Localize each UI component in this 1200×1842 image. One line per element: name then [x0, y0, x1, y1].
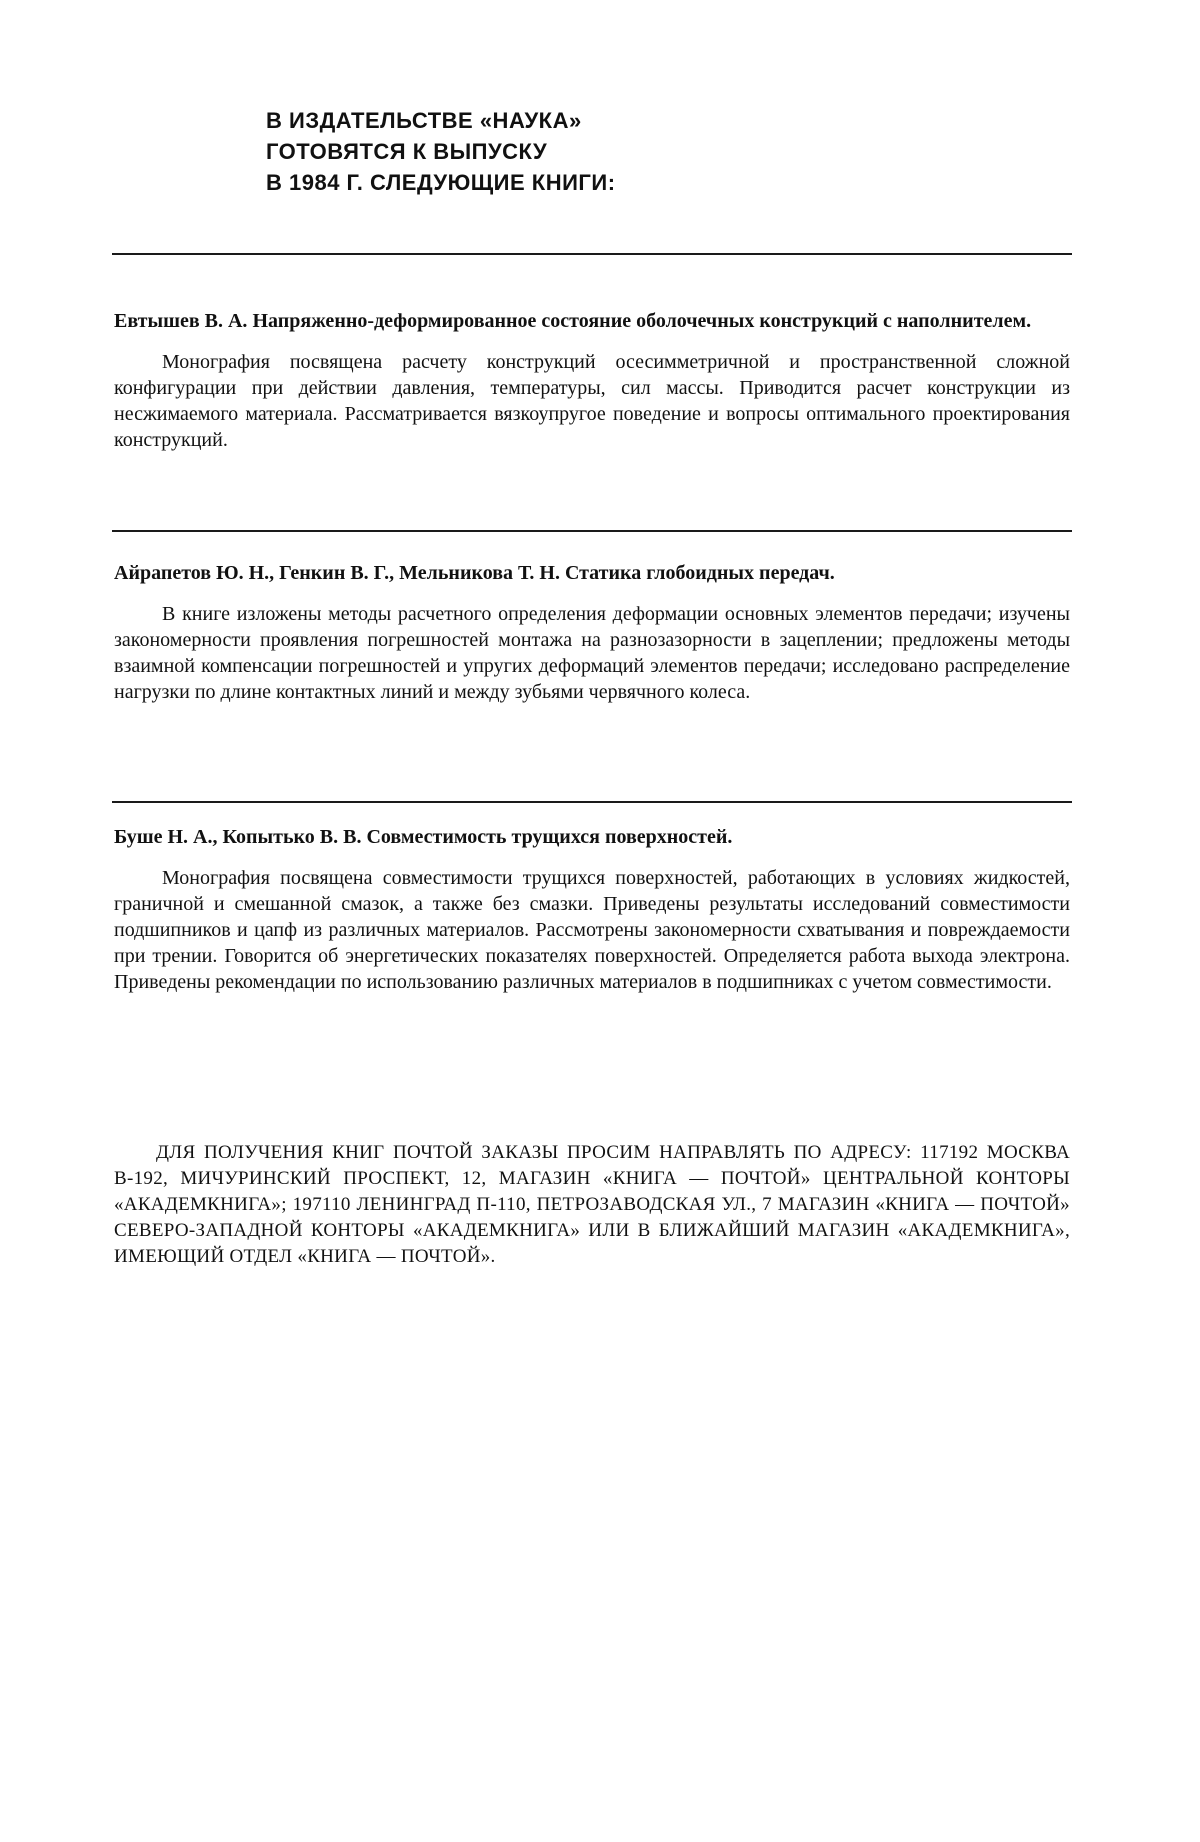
divider-1 [112, 530, 1072, 532]
book-authors: Евтышев В. А. [114, 310, 248, 332]
book-authors: Буше Н. А., Копытько В. В. [114, 826, 362, 848]
book-entry-2 [114, 560, 1070, 705]
mail-order-note: ДЛЯ ПОЛУЧЕНИЯ КНИГ ПОЧТОЙ ЗАКАЗЫ ПРОСИМ НАПРАВЛЯТЬ ПО АДРЕСУ: 117192 МОСКВА В-192, МИЧУРИНСКИЙ ПРОСПЕКТ, 12, МАГАЗИН «КНИГА — ПОЧТОЙ» ЦЕНТРАЛЬНОЙ КОНТОРЫ «АКАДЕМКНИГА»; 197110 ЛЕНИНГРАД П-110, ПЕТРОЗАВОДСКАЯ УЛ., 7 МАГАЗИН «КНИГА — ПОЧТОЙ» СЕВЕРО-ЗАПАДНОЙ КОНТОРЫ «АКАДЕМКНИГА» ИЛИ В БЛИЖАЙШИЙ МАГАЗИН «АКАДЕМКНИГА», ИМЕЮЩИЙ ОТДЕЛ «КНИГА — ПОЧТОЙ». [114, 1142, 1070, 1267]
header-line-1: В ИЗДАТЕЛЬСТВЕ «НАУКА» [266, 108, 582, 133]
header-line-3: В 1984 Г. СЛЕДУЮЩИЕ КНИГИ: [266, 170, 616, 195]
book-title: Статика глобоидных передач. [564, 562, 835, 584]
divider-2 [112, 801, 1072, 803]
book-description: Монография посвящена совместимости трущихся поверхностей, работающих в условиях жидкостей, граничной и смешанной смазок, а также без смазки. Приведены результаты исследований совместимости подшипников и цапф из различных материалов. Рассмотрены закономерности схватывания и повреждаемости при трении. Говорится об энергетических показателях поверхностей. Определяется работа выхода электрона. Приведены рекомендации по использованию различных материалов в подшипниках с учетом совместимости. [114, 867, 1070, 993]
announcement-header [266, 105, 966, 198]
divider-top [112, 253, 1072, 255]
book-title: Совместимость трущихся поверхностей. [366, 826, 733, 848]
book-heading [114, 560, 1070, 587]
book-heading [114, 308, 1070, 335]
book-authors: Айрапетов Ю. Н., Генкин В. Г., Мельникова Т. Н. [114, 562, 560, 584]
book-entry-1 [114, 308, 1070, 453]
book-heading [114, 824, 1070, 851]
book-entry-3 [114, 824, 1070, 995]
header-line-2: ГОТОВЯТСЯ К ВЫПУСКУ [266, 139, 548, 164]
book-title: Напряженно-деформированное состояние оболочечных конструкций с наполнителем. [252, 310, 1032, 332]
book-description: В книге изложены методы расчетного определения деформации основных элементов передачи; изучены закономерности проявления погрешностей монтажа на разнозазорности в зацеплении; предложены методы взаимной компенсации погрешностей и упругих деформаций элементов передачи; исследовано распределение нагрузки по длине контактных линий и между зубьями червячного колеса. [114, 603, 1070, 703]
book-description: Монография посвящена расчету конструкций осесимметричной и пространственной сложной конфигурации при действии давления, температуры, сил массы. Приводится расчет конструкции из несжимаемого материала. Рассматривается вязкоупругое поведение и вопросы оптимального проектирования конструкций. [114, 351, 1070, 451]
